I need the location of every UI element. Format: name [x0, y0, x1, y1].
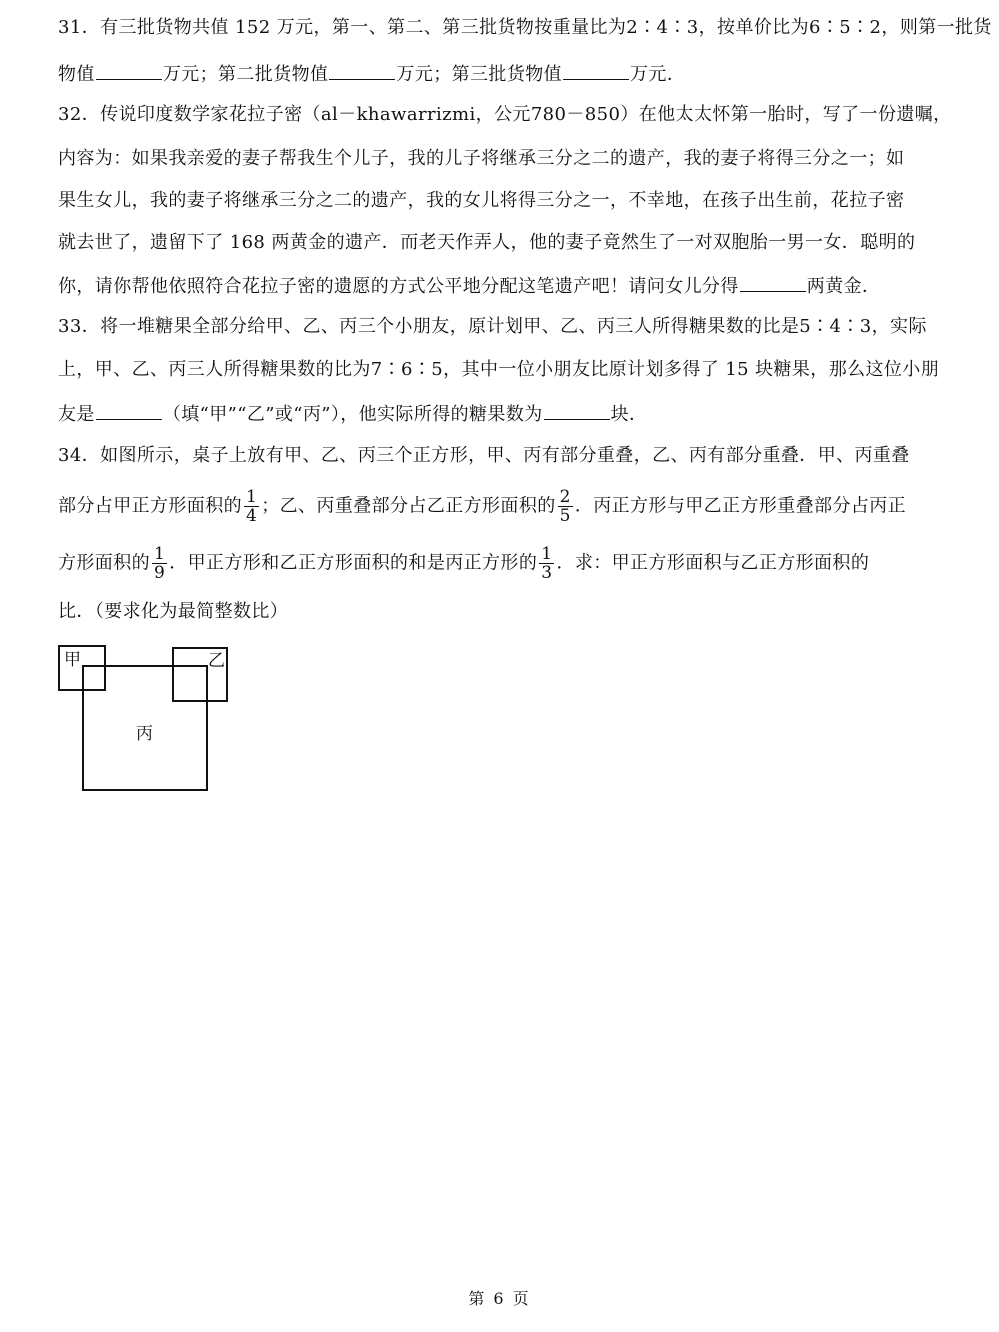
fraction: [244, 488, 259, 525]
p33-text-b: （填“甲”“乙”或“丙”），他实际所得的糖果数为: [162, 404, 543, 425]
label-jia: 甲: [64, 650, 81, 670]
p31-text-a: 物值: [58, 64, 95, 85]
page-number: 第 6 页: [468, 1289, 531, 1308]
p34-text-a: 部分占甲正方形面积的: [58, 495, 242, 517]
fraction-numerator: 1: [541, 544, 553, 564]
label-bing: 丙: [136, 724, 153, 744]
p34-text-f: ．求：甲正方形面积与乙正方形面积的: [556, 552, 870, 574]
p31-text-d: 万元．: [630, 64, 686, 85]
p32-line-3: 果生女儿，我的妻子将继承三分之二的遗产，我的女儿将得三分之一，不幸地，在孩子出生前，花拉子密: [58, 190, 905, 211]
p34-line-1: 34．如图所示，桌子上放有甲、乙、丙三个正方形，甲、丙有部分重叠，乙、丙有部分重叠．甲、丙重叠: [58, 445, 910, 466]
fraction: [152, 545, 167, 582]
p32-text-b: 两黄金．: [806, 276, 881, 297]
p34-text-b: ；乙、丙重叠部分占乙正方形面积的: [261, 495, 556, 517]
p31-text-b: 万元；第二批货物值: [162, 64, 329, 85]
p33-line-2: 上，甲、乙、丙三人所得糖果数的比为7∶6∶5，其中一位小朋友比原计划多得了 15 块糖果，那么这位小朋: [58, 359, 940, 380]
fraction-numerator: 1: [154, 544, 166, 564]
answer-blank: [96, 61, 162, 80]
answer-blank: [96, 401, 162, 420]
p34-text-c: ．丙正方形与甲乙正方形重叠部分占丙正: [574, 495, 907, 517]
p33-text-c: 块．: [610, 404, 648, 425]
label-yi: 乙: [208, 651, 225, 671]
p31-text-c: 万元；第三批货物值: [396, 64, 563, 85]
answer-blank: [740, 273, 806, 292]
p33-line-3: [58, 401, 647, 427]
p33-text-a: 友是: [58, 404, 95, 425]
p34-line-3: [58, 545, 869, 582]
answer-blank: [544, 401, 610, 420]
fraction-denominator: 9: [154, 563, 166, 583]
p32-line-1: 32．传说印度数学家花拉子密（al－khawarrizmi，公元780－850）在他太太怀第一胎时，写了一份遗嘱，: [58, 104, 952, 125]
fraction: [558, 488, 573, 525]
p31-line-2: [58, 61, 685, 87]
p32-line-4: 就去世了，遗留下了 168 两黄金的遗产．而老天作弄人，他的妻子竟然生了一对双胞胎一男一女．聪明的: [58, 232, 916, 253]
p32-line-5: [58, 273, 880, 299]
fraction-denominator: 3: [541, 563, 553, 583]
p34-line-2: [58, 488, 906, 525]
p34-line-4: 比．（要求化为最简整数比）: [58, 601, 289, 622]
answer-blank: [563, 61, 629, 80]
p32-text-a: 你，请你帮他依照符合花拉子密的遗愿的方式公平地分配这笔遗产吧！请问女儿分得: [58, 276, 739, 297]
squares-figure: [55, 642, 235, 797]
fraction-denominator: 5: [559, 506, 571, 526]
fraction-denominator: 4: [246, 506, 258, 526]
fraction-numerator: 1: [246, 487, 258, 507]
p32-line-2: 内容为：如果我亲爱的妻子帮我生个儿子，我的儿子将继承三分之二的遗产，我的妻子将得三分之一；如: [58, 148, 905, 169]
p34-text-e: ．甲正方形和乙正方形面积的和是丙正方形的: [169, 552, 538, 574]
p33-line-1: 33．将一堆糖果全部分给甲、乙、丙三个小朋友，原计划甲、乙、丙三人所得糖果数的比是5∶4∶3，实际: [58, 316, 927, 337]
answer-blank: [329, 61, 395, 80]
p34-text-d: 方形面积的: [58, 552, 150, 574]
fraction-numerator: 2: [559, 487, 571, 507]
p31-line-1: 31．有三批货物共值 152 万元，第一、第二、第三批货物按重量比为2∶4∶3，按单价比为6∶5∶2，则第一批货: [58, 17, 992, 38]
fraction: [539, 545, 554, 582]
